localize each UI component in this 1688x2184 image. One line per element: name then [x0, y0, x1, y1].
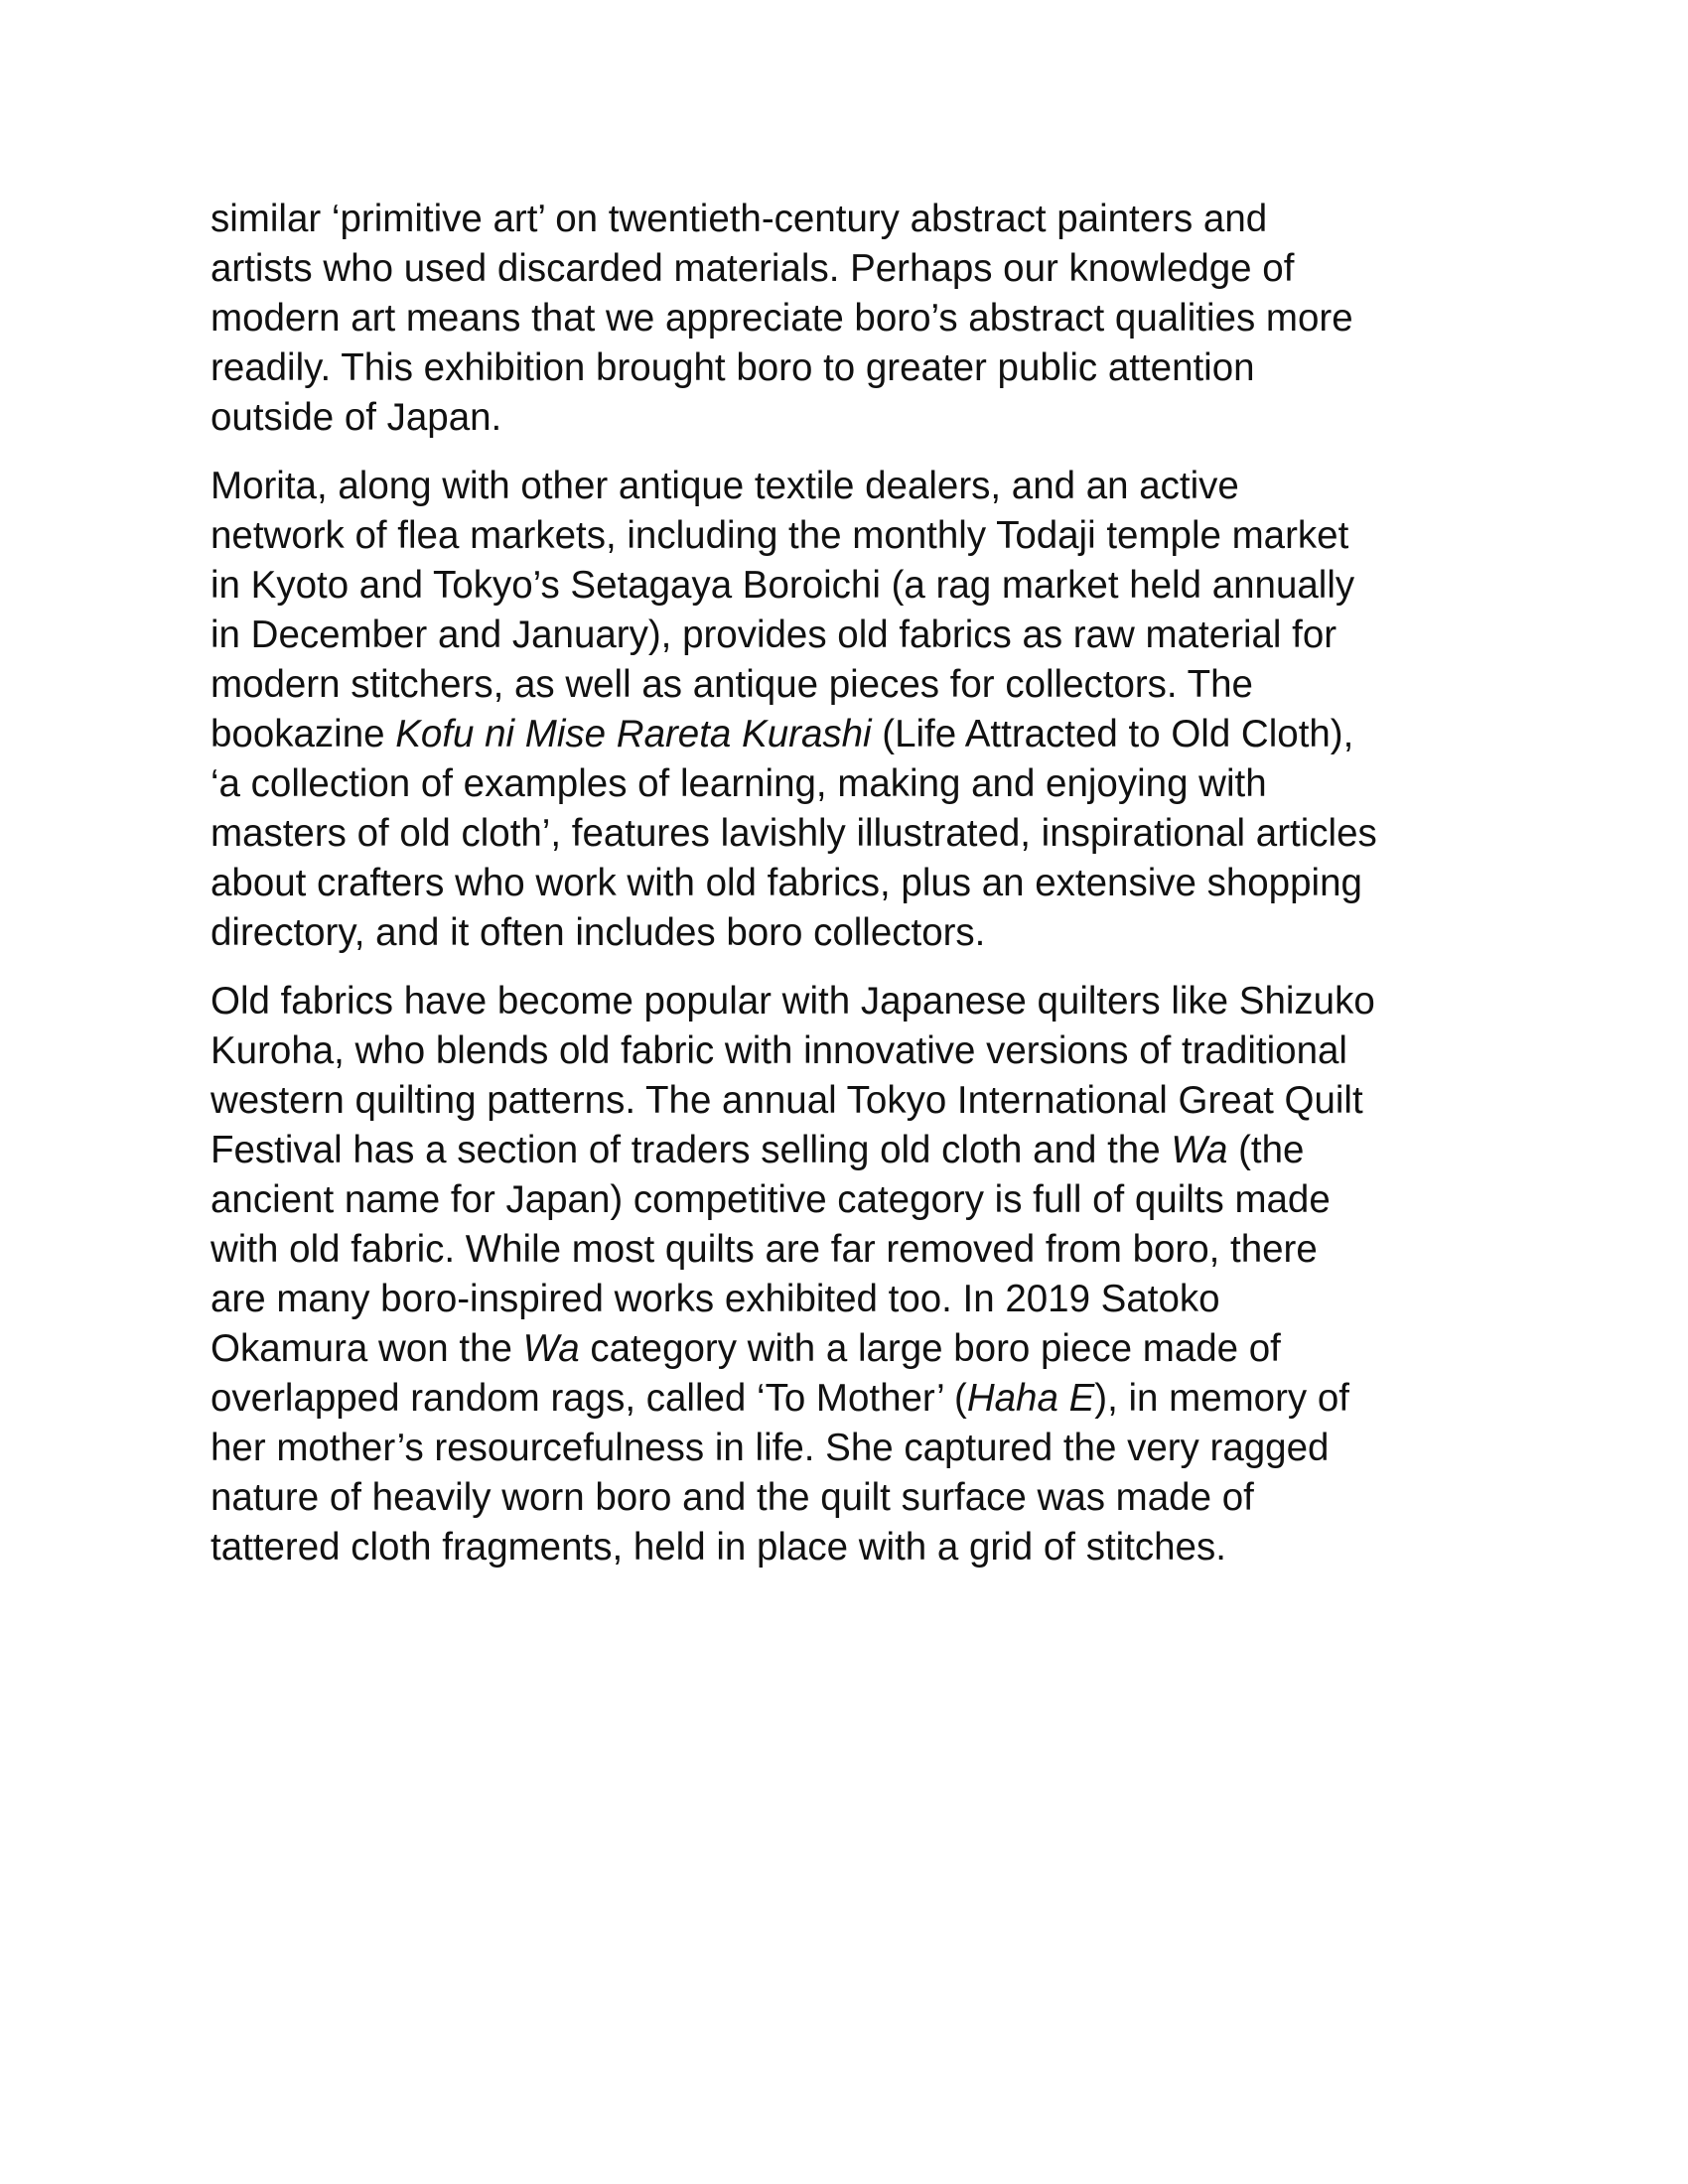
text-line: similar ‘primitive art’ on twentieth-century abstract painters and: [211, 198, 1268, 240]
text-line: her mother’s resourcefulness in life. She captured the very ragged: [211, 1427, 1330, 1469]
text-line: tattered cloth fragments, held in place with a grid of stitches.: [211, 1526, 1226, 1569]
italic-title: Kofu ni Mise Rareta Kurashi: [395, 713, 872, 755]
text-line: readily. This exhibition brought boro to greater public attention: [211, 346, 1255, 389]
text-line: artists who used discarded materials. Perhaps our knowledge of: [211, 247, 1295, 290]
paragraph: [211, 977, 1491, 1572]
text-line: are many boro-inspired works exhibited too. In 2019 Satoko: [211, 1278, 1220, 1320]
text-line: network of flea markets, including the monthly Todaji temple market: [211, 514, 1349, 557]
text-line: outside of Japan.: [211, 396, 502, 439]
text-line: with old fabric. While most quilts are far removed from boro, there: [211, 1228, 1318, 1271]
paragraph: [211, 462, 1491, 958]
text-line: nature of heavily worn boro and the quilt surface was made of: [211, 1476, 1254, 1519]
text-line: western quilting patterns. The annual Tokyo International Great Quilt: [211, 1079, 1363, 1122]
paragraph: [211, 195, 1491, 443]
text-line: overlapped random rags, called ‘To Mother’ (Haha E), in memory of: [211, 1377, 1349, 1420]
italic-term: Wa: [1171, 1129, 1228, 1171]
text-line: modern art means that we appreciate boro’s abstract qualities more: [211, 297, 1353, 340]
text-line: in Kyoto and Tokyo’s Setagaya Boroichi (a rag market held annually: [211, 564, 1355, 607]
text-line: ‘a collection of examples of learning, making and enjoying with: [211, 762, 1267, 805]
text-line: masters of old cloth’, features lavishly illustrated, inspirational articles: [211, 812, 1377, 855]
text-line: Old fabrics have become popular with Japanese quilters like Shizuko: [211, 980, 1375, 1023]
text-line: directory, and it often includes boro collectors.: [211, 911, 986, 954]
text-line: modern stitchers, as well as antique pieces for collectors. The: [211, 663, 1253, 706]
text-line: in December and January), provides old fabrics as raw material for: [211, 614, 1337, 656]
text-line: Kuroha, who blends old fabric with innovative versions of traditional: [211, 1029, 1347, 1072]
italic-title: Haha E: [966, 1377, 1095, 1420]
text-line: bookazine Kofu ni Mise Rareta Kurashi (Life Attracted to Old Cloth),: [211, 713, 1354, 755]
text-line: about crafters who work with old fabrics, plus an extensive shopping: [211, 862, 1362, 904]
text-line: Okamura won the Wa category with a large boro piece made of: [211, 1327, 1281, 1370]
italic-term: Wa: [522, 1327, 580, 1370]
document-page: [211, 195, 1491, 1591]
text-line: Festival has a section of traders selling old cloth and the Wa (the: [211, 1129, 1305, 1171]
text-line: ancient name for Japan) competitive category is full of quilts made: [211, 1178, 1331, 1221]
text-line: Morita, along with other antique textile dealers, and an active: [211, 465, 1239, 507]
